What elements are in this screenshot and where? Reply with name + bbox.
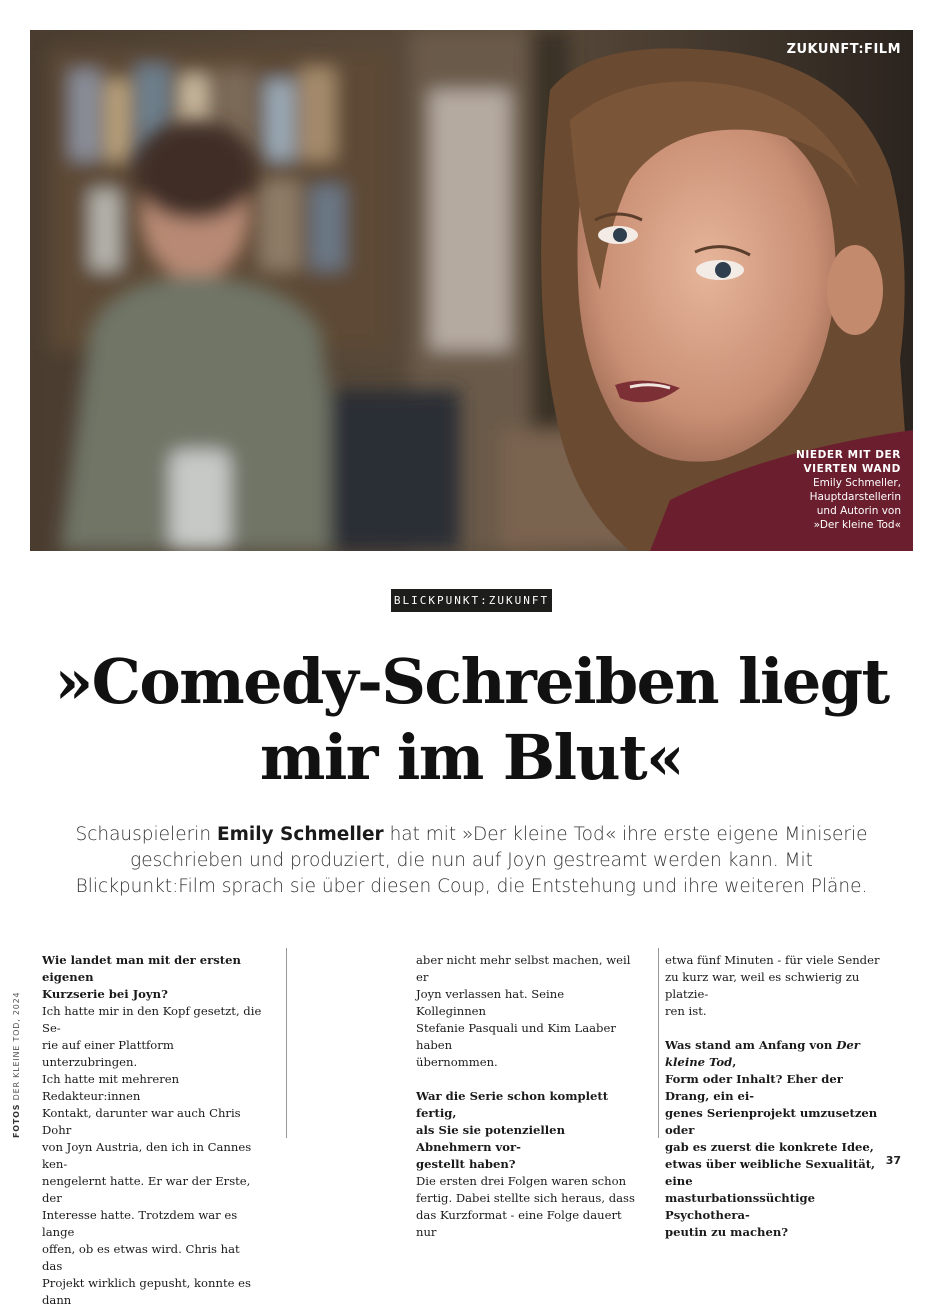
question-line: War die Serie schon komplett fertig, (416, 1089, 609, 1120)
answer-line: Stefanie Pasquali und Kim Laaber haben (416, 1021, 616, 1052)
standfirst-text: hat mit »Der kleine Tod« ihre erste eigene Miniserie geschrieben und produziert, die nun auf Joyn gestreamt werden kann. Mit Blickpunkt:Film sprach sie über diesen Coup, die Entstehung und ihre weiteren Pläne. (75, 824, 868, 897)
caption-heading-line: VIERTEN WAND (803, 463, 901, 475)
caption-line: und Autorin von (816, 505, 901, 517)
photo-credit-text: DER KLEINE TOD, 2024 (12, 991, 21, 1101)
answer-line: zu kurz war, weil es schwierig zu platzie- (665, 970, 860, 1001)
answer-line: übernommen. (416, 1055, 498, 1069)
interviewee-name: Emily Schmeller (216, 824, 384, 845)
answer-line: etwa fünf Minuten - für viele Sender (665, 953, 880, 967)
answer-line: aber nicht mehr selbst machen, weil er (416, 953, 631, 984)
question-line: genes Serienprojekt umzusetzen oder (665, 1106, 878, 1137)
column-divider (658, 948, 659, 1138)
standfirst (60, 822, 883, 900)
question-line: masturbationssüchtige Psychothera- (665, 1191, 815, 1222)
question-text: , (732, 1055, 737, 1069)
headline-line-2: mir im Blut« (259, 721, 684, 794)
caption-line: Hauptdarstellerin (809, 491, 901, 503)
answer-line: rie auf einer Plattform unterzubringen. (42, 1038, 174, 1069)
question-line: Kurzserie bei Joyn? (42, 987, 168, 1001)
answer-line: Ich hatte mit mehreren Redakteur:innen (42, 1072, 180, 1103)
answer-line: offen, ob es etwas wird. Chris hat das (42, 1242, 240, 1273)
photo-credit-label: FOTOS (12, 1103, 21, 1138)
question-line: als Sie sie potenziellen Abnehmern vor- (416, 1123, 565, 1154)
section-tag: ZUKUNFT:FILM (786, 42, 901, 57)
answer-line: fertig. Dabei stellte sich heraus, dass (416, 1191, 635, 1205)
answer-line: nengelernt hatte. Er war der Erste, der (42, 1174, 251, 1205)
question-line (665, 1037, 885, 1071)
text-column-2 (416, 952, 636, 1241)
caption-heading-line: NIEDER MIT DER (795, 449, 901, 461)
text-column-3 (665, 952, 885, 1241)
answer-line: das Kurzformat - eine Folge dauert nur (416, 1208, 622, 1239)
answer-line: von Joyn Austria, den ich in Cannes ken- (42, 1140, 252, 1171)
photo-credit (12, 992, 21, 1138)
question-line: gab es zuerst die konkrete Idee, (665, 1140, 874, 1154)
question-line: Form oder Inhalt? Eher der Drang, ein ei- (665, 1072, 843, 1103)
headline-line-1: »Comedy-Schreiben liegt (54, 645, 889, 718)
question-line: gestellt haben? (416, 1157, 516, 1171)
answer-line: Projekt wirklich gepusht, konnte es dann (42, 1276, 251, 1307)
page-number: 37 (885, 1154, 901, 1167)
question-line: peutin zu machen? (665, 1225, 789, 1239)
photo-caption (796, 448, 901, 532)
answer-line: Ich hatte mir in den Kopf gesetzt, die Se- (42, 1004, 262, 1035)
answer-line: Die ersten drei Folgen waren schon (416, 1174, 627, 1188)
question-text: Was stand am Anfang von (665, 1038, 837, 1052)
photo-illustration (30, 30, 913, 551)
caption-line: Emily Schmeller, (813, 477, 901, 489)
text-column-1 (42, 952, 262, 1309)
headline (30, 644, 913, 796)
answer-line: Interesse hatte. Trotzdem war es lange (42, 1208, 238, 1239)
question-line: Wie landet man mit der ersten eigenen (42, 953, 241, 984)
series-title: Der kleine Tod (665, 1038, 860, 1069)
kicker-label: BLICKPUNKT:ZUKUNFT (391, 589, 552, 612)
column-divider (286, 948, 287, 1138)
hero-photo (30, 30, 913, 551)
caption-line: »Der kleine Tod« (813, 519, 901, 531)
question-line: etwas über weibliche Sexualität, eine (665, 1157, 876, 1188)
standfirst-text: Schauspielerin (75, 824, 217, 845)
answer-line: Joyn verlassen hat. Seine Kolleginnen (416, 987, 565, 1018)
answer-line: Kontakt, darunter war auch Chris Dohr (42, 1106, 241, 1137)
answer-line: ren ist. (665, 1004, 707, 1018)
